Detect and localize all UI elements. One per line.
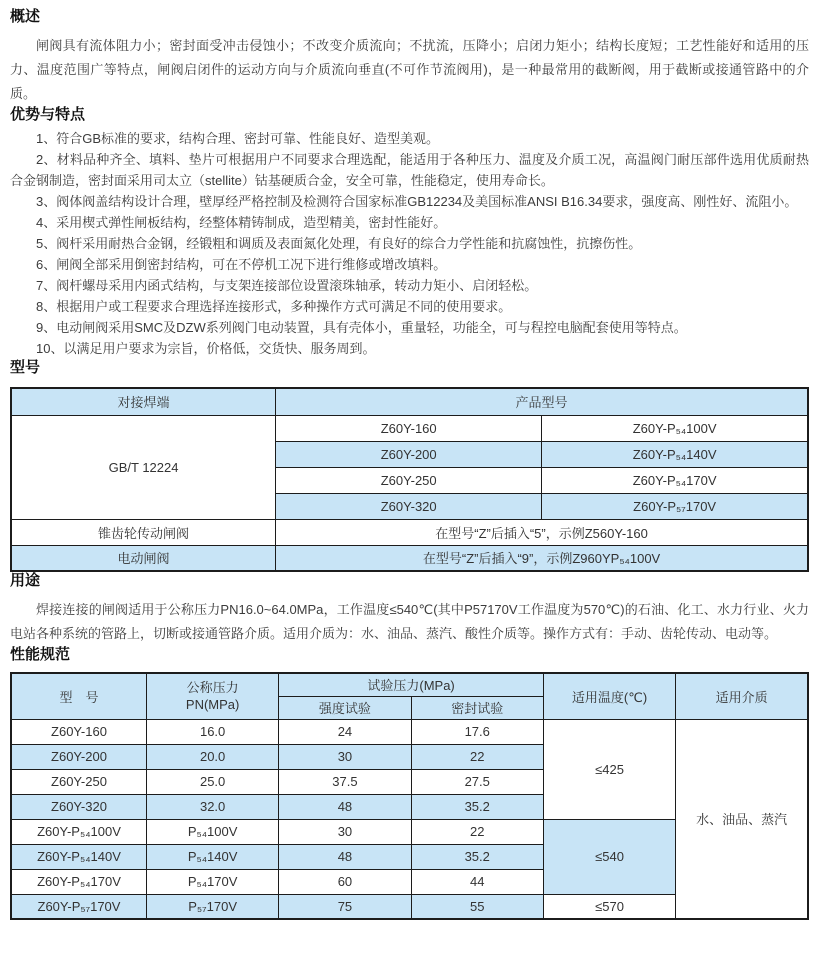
spec-seal: 35.2 <box>411 844 543 869</box>
spec-seal: 22 <box>411 744 543 769</box>
electric-valve-note: 在型号“Z”后插入“9”，示例Z960YP₅₄100V <box>276 545 808 571</box>
spec-seal: 27.5 <box>411 769 543 794</box>
spec-strength: 60 <box>279 869 411 894</box>
spec-seal: 22 <box>411 819 543 844</box>
model-table <box>10 387 809 572</box>
spec-model: Z60Y-320 <box>11 794 146 819</box>
spec-model: Z60Y-P₅₄100V <box>11 819 146 844</box>
specs-table <box>10 672 809 920</box>
feature-item-2: 2、材料品种齐全、填料、垫片可根据用户不同要求合理选配，能适用于各种压力、温度及介质工况，高温阀门耐压部件选用优质耐热合金钢制造，密封面采用司太立（stellite）钴基硬质合金，安全可靠，性能稳定，使用寿命长。 <box>10 152 809 188</box>
spec-pn: 16.0 <box>146 719 278 744</box>
specs-header-medium: 适用介质 <box>676 673 808 719</box>
spec-seal: 35.2 <box>411 794 543 819</box>
feature-item-6: 6、闸阀全部采用倒密封结构，可在不停机工况下进行维修或增改填料。 <box>36 257 447 272</box>
spec-model: Z60Y-P₅₄140V <box>11 844 146 869</box>
spec-seal: 55 <box>411 894 543 919</box>
model-cell: Z60Y-P₅₄140V <box>542 441 808 467</box>
model-cell: Z60Y-160 <box>276 415 542 441</box>
model-cell: Z60Y-250 <box>276 467 542 493</box>
model-cell: Z60Y-P₅₄100V <box>542 415 808 441</box>
specs-header-seal-test: 密封试验 <box>411 696 543 719</box>
feature-item-8: 8、根据用户或工程要求合理选择连接形式，多种操作方式可满足不同的使用要求。 <box>36 299 512 314</box>
specs-header-strength-test: 强度试验 <box>279 696 411 719</box>
spec-model: Z60Y-250 <box>11 769 146 794</box>
temperature-group-cell: ≤425 <box>543 719 675 819</box>
feature-item-4: 4、采用楔式弹性闸板结构，经整体精铸制成，造型精美，密封性能好。 <box>36 215 447 230</box>
spec-pn: 25.0 <box>146 769 278 794</box>
specs-header-model: 型 号 <box>11 673 146 719</box>
specs-heading: 性能规范 <box>10 646 71 663</box>
model-table-standard-cell: GB/T 12224 <box>11 415 276 519</box>
bevel-gear-valve-label: 锥齿轮传动闸阀 <box>11 519 276 545</box>
electric-valve-label: 电动闸阀 <box>11 545 276 571</box>
bevel-gear-valve-note: 在型号“Z”后插入“5”，示例Z560Y-160 <box>276 519 808 545</box>
features-heading: 优势与特点 <box>10 106 86 123</box>
usage-paragraph: 焊接连接的闸阀适用于公称压力PN16.0~64.0MPa，工作温度≤540℃(其中P57170V工作温度为570℃)的石油、化工、水力行业、火力电站各种系统的管路上，切断或接通管路介质。适用介质为：水、油品、蒸汽、酸性介质等。操作方式有：手动、齿轮传动、电动等。 <box>10 602 809 641</box>
spec-model: Z60Y-P₅₇170V <box>11 894 146 919</box>
model-cell: Z60Y-200 <box>276 441 542 467</box>
spec-pn: P₅₄170V <box>146 869 278 894</box>
spec-strength: 30 <box>279 819 411 844</box>
feature-item-3: 3、阀体阀盖结构设计合理，壁厚经严格控制及检测符合国家标准GB12234及美国标准ANSI B16.34要求，强度高、刚性好、流阻小。 <box>36 194 798 209</box>
table-row <box>11 719 808 744</box>
feature-item-5: 5、阀杆采用耐热合金钢，经锻粗和调质及表面氮化处理，有良好的综合力学性能和抗腐蚀性，抗擦伤性。 <box>36 236 642 251</box>
temperature-group-cell: ≤570 <box>543 894 675 919</box>
spec-pn: 32.0 <box>146 794 278 819</box>
specs-header-pn-line1: 公称压力 <box>186 680 239 696</box>
spec-strength: 37.5 <box>279 769 411 794</box>
model-heading: 型号 <box>10 359 41 376</box>
spec-model: Z60Y-160 <box>11 719 146 744</box>
table-row <box>11 415 808 441</box>
model-cell: Z60Y-P₅₄170V <box>542 467 808 493</box>
feature-item-10: 10、以满足用户要求为宗旨，价格低，交货快、服务周到。 <box>36 341 376 356</box>
specs-header-pn <box>146 673 278 719</box>
spec-seal: 44 <box>411 869 543 894</box>
spec-strength: 48 <box>279 794 411 819</box>
feature-item-1: 1、符合GB标准的要求，结构合理、密封可靠、性能良好、造型美观。 <box>36 131 440 146</box>
temperature-group-cell: ≤540 <box>543 819 675 894</box>
spec-strength: 24 <box>279 719 411 744</box>
usage-heading: 用途 <box>10 572 41 589</box>
spec-strength: 75 <box>279 894 411 919</box>
spec-pn: P₅₄140V <box>146 844 278 869</box>
spec-pn: P₅₄100V <box>146 819 278 844</box>
model-cell: Z60Y-320 <box>276 493 542 519</box>
spec-strength: 48 <box>279 844 411 869</box>
specs-header-test-pressure: 试验压力(MPa) <box>279 673 544 696</box>
specs-table-header-row-1 <box>11 673 808 696</box>
model-table-header-product-model: 产品型号 <box>276 388 808 415</box>
feature-item-9: 9、电动闸阀采用SMC及DZW系列阀门电动装置，具有壳体小，重量轻，功能全，可与程控电脑配套使用等特点。 <box>36 320 687 335</box>
model-table-header-weld-end: 对接焊端 <box>11 388 276 415</box>
spec-pn: P₅₇170V <box>146 894 278 919</box>
specs-header-temperature: 适用温度(℃) <box>543 673 675 719</box>
medium-cell: 水、油品、蒸汽 <box>676 719 808 919</box>
spec-model: Z60Y-200 <box>11 744 146 769</box>
table-row <box>11 545 808 571</box>
model-cell: Z60Y-P₅₇170V <box>542 493 808 519</box>
table-row <box>11 519 808 545</box>
spec-pn: 20.0 <box>146 744 278 769</box>
spec-strength: 30 <box>279 744 411 769</box>
feature-item-7: 7、阀杆螺母采用内函式结构，与支架连接部位设置滚珠轴承，转动力矩小、启闭轻松。 <box>36 278 538 293</box>
overview-heading: 概述 <box>10 8 41 25</box>
specs-header-pn-line2: PN(MPa) <box>185 697 240 713</box>
model-table-header-row <box>11 388 808 415</box>
spec-seal: 17.6 <box>411 719 543 744</box>
features-list <box>10 128 809 359</box>
overview-paragraph: 闸阀具有流体阻力小；密封面受冲击侵蚀小；不改变介质流向；不扰流，压降小；启闭力矩小；结构长度短；工艺性能好和适用的压力、温度范围广等特点，闸阀启闭件的运动方向与介质流向垂直(不可作节流阀用)，是一种最常用的截断阀，用于截断或接通管路中的介质。 <box>10 38 809 101</box>
spec-model: Z60Y-P₅₄170V <box>11 869 146 894</box>
